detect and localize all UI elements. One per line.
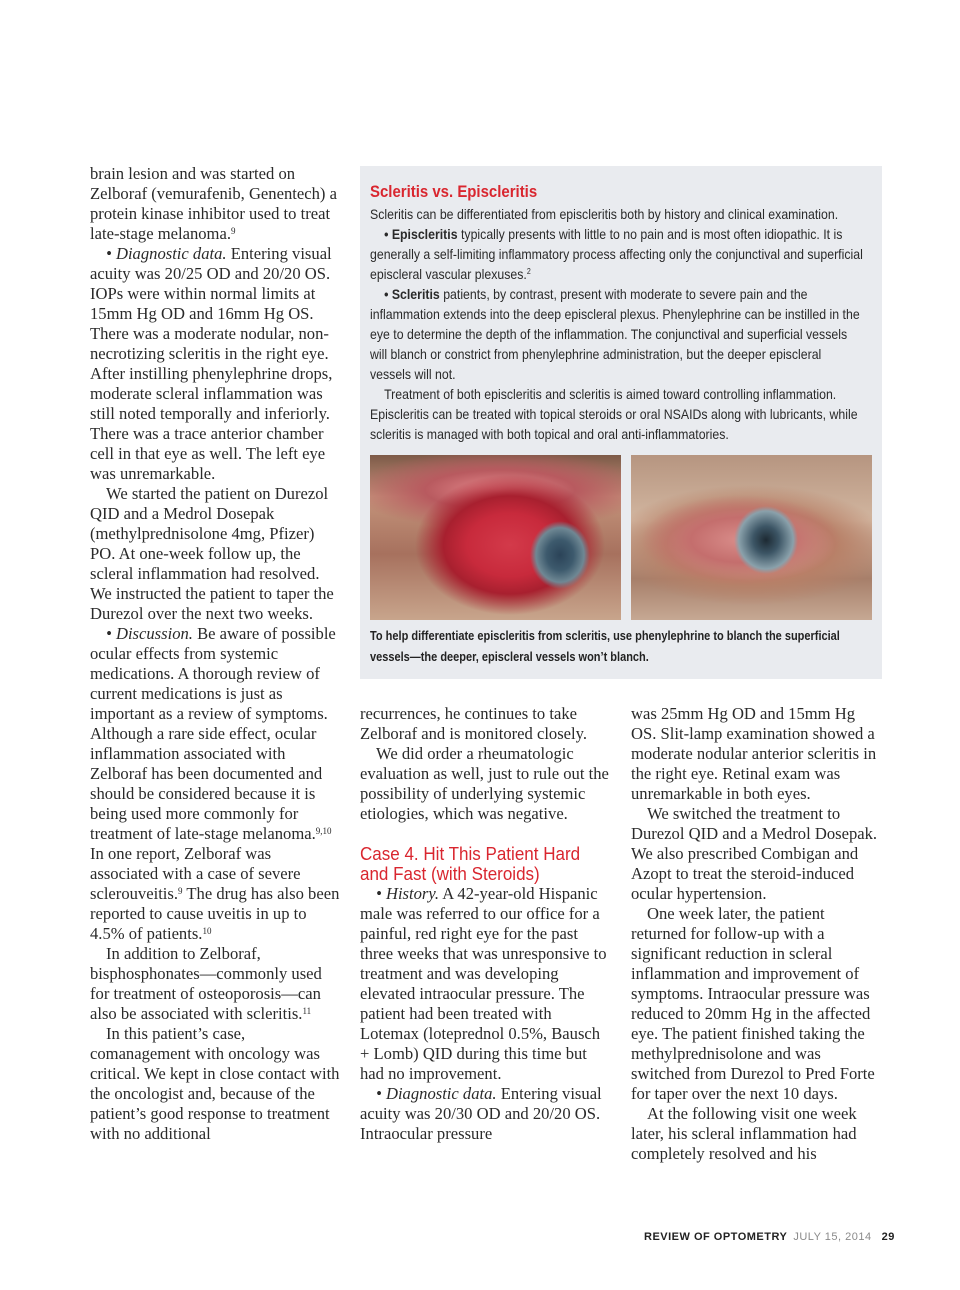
magazine-name: REVIEW OF OPTOMETRY: [644, 1231, 788, 1243]
reference-superscript: 9: [230, 226, 236, 236]
article-column-2: [360, 704, 612, 1144]
paragraph: was 25mm Hg OD and 15mm Hg OS. Slit-lamp examination showed a moderate nodular anterior scleritis in the right eye. Retinal exam was unremarkable in both eyes.: [631, 704, 877, 803]
paragraph: • History. A 42-year-old Hispanic male was referred to our office for a painful, red right eye for the past three weeks that was unresponsive to treatment and was developing elevated intraocular pressure. The patient had been treated with Lotemax (loteprednol 0.5%, Bausch + Lomb) QID during this time but had no improvement.: [360, 884, 607, 1083]
scleritis-eye-photo: [370, 455, 621, 620]
paragraph: In addition to Zelboraf, bisphosphonates—commonly used for treatment of osteoporosis—can also be associated with scleritis.$^{11}$: [90, 944, 322, 1023]
sidebar-paragraph: Scleritis can be differentiated from episcleritis both by history and clinical examination.: [370, 206, 839, 222]
paragraph: • Diagnostic data. Entering visual acuity was 20/25 OD and 20/20 OS. IOPs were within normal limits at 15mm Hg OD and 16mm Hg OS. There was a moderate nodular, non-necrotizing scleritis in the right eye. After instilling phenylephrine drops, moderate scleral inflammation was still noted temporally and inferiorly. There was a trace anterior chamber cell in that eye as well. The left eye was unremarkable.: [90, 244, 333, 483]
paragraph: • Diagnostic data. Entering visual acuity was 20/30 OD and 20/20 OS. Intraocular pressure: [360, 1084, 602, 1143]
reference-superscript: 11: [302, 1006, 312, 1016]
reference-superscript: 2: [526, 267, 531, 276]
episcleritis-eye-photo: [631, 455, 872, 620]
issue-date: JULY 15, 2014: [793, 1231, 872, 1243]
paragraph: At the following visit one week later, his scleral inflammation had completely resolved and his: [631, 1104, 857, 1163]
paragraph: One week later, the patient returned for follow-up with a significant reduction in scleral inflammation and improvement of symptoms. Intraocular pressure was reduced to 20mm Hg in the affected eye. The patient finished taking the methylprednisolone and was switched from Durezol to Pred Forte for taper over the next 10 days.: [631, 904, 875, 1103]
paragraph: We started the patient on Durezol QID and a Medrol Dosepak (methylprednisolone 4mg, Pfizer) PO. At one-week follow up, the scleral inflammation had resolved. We instructed the patient to taper the Durezol over the next two weeks.: [90, 484, 334, 623]
subhead-label: • Discussion.: [106, 624, 193, 643]
reference-superscript: 9,10: [315, 826, 332, 836]
sidebar-paragraph: Treatment of both episcleritis and scleritis is aimed toward controlling inflammation. Episcleritis can be treated with topical steroids or oral NSAIDs along with lubricants, while scleritis is managed with both topical and oral anti-inflammatories.: [370, 386, 858, 442]
page-number: 29: [881, 1231, 895, 1243]
paragraph: We switched the treatment to Durezol QID and a Medrol Dosepak. We also prescribed Combigan and Azopt to treat the steroid-induced ocular hypertension.: [631, 804, 878, 903]
sidebar-body: [370, 204, 863, 444]
article-column-3: [631, 704, 883, 1164]
paragraph: recurrences, he continues to take Zelboraf and is monitored closely.: [360, 704, 588, 743]
subhead-label: • History.: [376, 884, 439, 903]
photo-caption: To help differentiate episcleritis from scleritis, use phenylephrine to blanch the superficial vessels—the deeper, episcleral vessels won’t blanch.: [370, 629, 840, 664]
paragraph: • Discussion. Be aware of possible ocular effects from systemic medications. A thorough review of current medications is just as important as a review of symptoms. Although a rare side effect, ocular inflammation associated with Zelboraf has been documented and should be considered because it is being used more commonly for treatment of late-stage melanoma.$^{9,10}$ In one report, Zelboraf was associated with a case of severe sclerouveitis.$^9$ The drug has also been reported to cause uveitis in up to 4.5% of patients.$^{10}$: [90, 624, 340, 943]
reference-superscript: 9: [178, 886, 183, 896]
page-footer: [644, 1231, 895, 1247]
subhead-label: • Diagnostic data.: [376, 1084, 497, 1103]
paragraph: In this patient’s case, comanagement with oncology was critical. We kept in close contact with the oncologist and, because of the patient’s good response to treatment with no additional: [90, 1024, 340, 1143]
reference-superscript: 10: [202, 926, 212, 936]
case-heading: Case 4. Hit This Patient Hard and Fast (with Steroids): [360, 843, 581, 884]
sidebar-bullet: • Scleritis patients, by contrast, present with moderate to severe pain and the inflammation extends into the deep episcleral plexus. Phenylephrine can be instilled in the eye to determine the depth of the inflammation. The conjunctival and superficial vessels will blanch or constrict from phenylephrine administration, but the deeper episcleral vessels will not.: [370, 286, 860, 382]
sidebar-title: Scleritis vs. Episcleritis: [370, 182, 538, 201]
article-column-1: [90, 164, 342, 1144]
paragraph: brain lesion and was started on Zelboraf (vemurafenib, Genentech) a protein kinase inhibitor used to treat late-stage melanoma.$^9$: [90, 164, 337, 243]
sidebar-box: [360, 166, 882, 679]
paragraph: We did order a rheumatologic evaluation as well, just to rule out the possibility of underlying systemic etiologies, which was negative.: [360, 744, 609, 823]
sidebar-bullet: • Episcleritis typically presents with little to no pain and is most often idiopathic. It is generally a self-limiting inflammatory process affecting only the conjunctival and superficial episcleral vascular plexuses.$^2$: [370, 226, 863, 282]
subhead-label: • Diagnostic data.: [106, 244, 227, 263]
